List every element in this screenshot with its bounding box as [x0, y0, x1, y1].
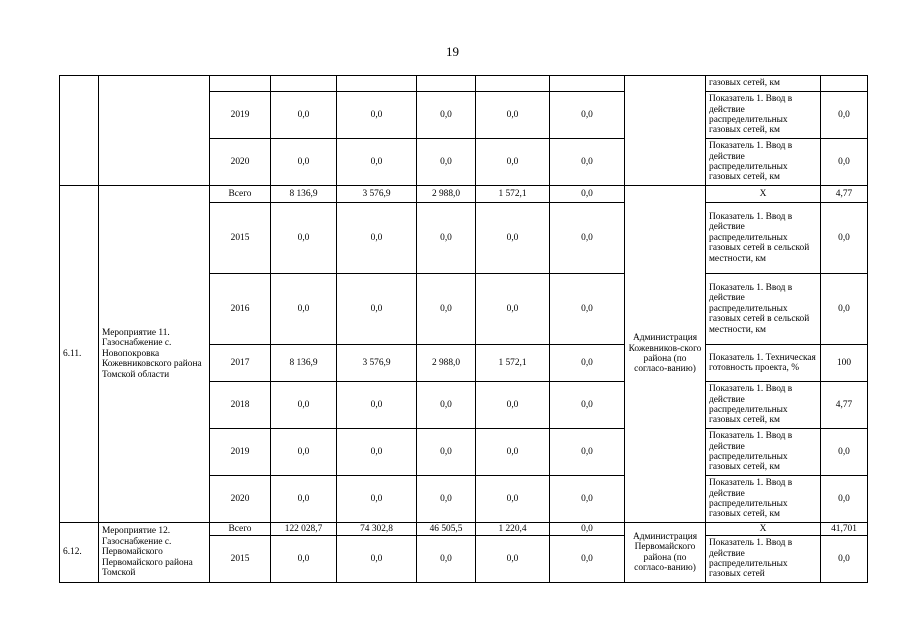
- value-cell: 0,0: [821, 92, 868, 139]
- table-row: [60, 186, 868, 203]
- amount-cell: 0,0: [337, 536, 417, 583]
- value-cell: 0,0: [821, 429, 868, 476]
- amount-cell: [476, 76, 550, 92]
- amount-cell: 1 572,1: [476, 345, 550, 382]
- amount-cell: 0,0: [550, 92, 625, 139]
- amount-cell: 1 220,4: [476, 523, 550, 536]
- amount-cell: [550, 76, 625, 92]
- value-cell: 100: [821, 345, 868, 382]
- activity-name: Мероприятие 11. Газоснабжение с. Новопокровка Кожевниковского района Томской области: [99, 186, 210, 523]
- total-cell: 0,0: [271, 476, 337, 523]
- administrator-cell: Администрация Кожевников-ского района (по согласо-ванию): [625, 186, 706, 523]
- indicator-cell: Показатель 1. Ввод в действие распределительных газовых сетей в сельской местности, км: [706, 274, 821, 345]
- amount-cell: 0,0: [476, 92, 550, 139]
- amount-cell: 0,0: [417, 203, 476, 274]
- value-cell: 0,0: [821, 536, 868, 583]
- indicator-cell: X: [706, 523, 821, 536]
- amount-cell: 0,0: [417, 382, 476, 429]
- amount-cell: 0,0: [337, 92, 417, 139]
- amount-cell: 0,0: [476, 203, 550, 274]
- total-cell: [271, 76, 337, 92]
- amount-cell: 0,0: [417, 429, 476, 476]
- amount-cell: [417, 76, 476, 92]
- table-row: [60, 76, 868, 92]
- amount-cell: [337, 76, 417, 92]
- total-cell: 0,0: [271, 139, 337, 186]
- value-cell: 0,0: [821, 139, 868, 186]
- indicator-cell: Показатель 1. Ввод в действие распределительных газовых сетей, км: [706, 476, 821, 523]
- amount-cell: 0,0: [550, 203, 625, 274]
- year-cell: 2020: [210, 476, 271, 523]
- year-cell: 2015: [210, 203, 271, 274]
- amount-cell: 0,0: [476, 429, 550, 476]
- activity-code: 6.12.: [60, 523, 99, 583]
- year-cell: 2019: [210, 429, 271, 476]
- year-cell: 2019: [210, 92, 271, 139]
- amount-cell: 1 572,1: [476, 186, 550, 203]
- amount-cell: 0,0: [550, 536, 625, 583]
- amount-cell: 0,0: [417, 274, 476, 345]
- amount-cell: 0,0: [337, 429, 417, 476]
- amount-cell: 0,0: [417, 92, 476, 139]
- value-cell: [821, 76, 868, 92]
- amount-cell: 0,0: [476, 274, 550, 345]
- indicator-cell: Показатель 1. Техническая готовность проекта, %: [706, 345, 821, 382]
- amount-cell: 0,0: [337, 203, 417, 274]
- value-cell: 4,77: [821, 186, 868, 203]
- amount-cell: 0,0: [550, 186, 625, 203]
- amount-cell: 0,0: [550, 139, 625, 186]
- amount-cell: 0,0: [417, 476, 476, 523]
- year-cell: 2018: [210, 382, 271, 429]
- year-cell: Всего: [210, 186, 271, 203]
- amount-cell: 0,0: [337, 476, 417, 523]
- activity-name: Мероприятие 12. Газоснабжение с. Первомайского Первомайского района Томской: [99, 523, 210, 583]
- amount-cell: 2 988,0: [417, 345, 476, 382]
- amount-cell: 2 988,0: [417, 186, 476, 203]
- year-cell: 2016: [210, 274, 271, 345]
- indicator-cell: газовых сетей, км: [706, 76, 821, 92]
- year-cell: 2015: [210, 536, 271, 583]
- amount-cell: 0,0: [550, 274, 625, 345]
- value-cell: 0,0: [821, 274, 868, 345]
- amount-cell: 0,0: [476, 382, 550, 429]
- indicator-cell: Показатель 1. Ввод в действие распределительных газовых сетей, км: [706, 92, 821, 139]
- total-cell: 8 136,9: [271, 186, 337, 203]
- total-cell: 0,0: [271, 274, 337, 345]
- amount-cell: 0,0: [476, 139, 550, 186]
- indicator-cell: Показатель 1. Ввод в действие распределительных газовых сетей, км: [706, 429, 821, 476]
- program-table: [59, 75, 868, 583]
- amount-cell: 0,0: [550, 345, 625, 382]
- administrator-cell: Администрация Первомайского района (по согласо-ванию): [625, 523, 706, 583]
- amount-cell: 0,0: [550, 523, 625, 536]
- activity-code: 6.11.: [60, 186, 99, 523]
- year-cell: [210, 76, 271, 92]
- value-cell: 0,0: [821, 476, 868, 523]
- value-cell: 41,701: [821, 523, 868, 536]
- value-cell: 4,77: [821, 382, 868, 429]
- amount-cell: 74 302,8: [337, 523, 417, 536]
- indicator-cell: Показатель 1. Ввод в действие распределительных газовых сетей в сельской местности, км: [706, 203, 821, 274]
- total-cell: 0,0: [271, 536, 337, 583]
- total-cell: 122 028,7: [271, 523, 337, 536]
- table-row: [60, 523, 868, 536]
- total-cell: 0,0: [271, 203, 337, 274]
- amount-cell: 0,0: [550, 382, 625, 429]
- amount-cell: 0,0: [337, 274, 417, 345]
- indicator-cell: Показатель 1. Ввод в действие распределительных газовых сетей: [706, 536, 821, 583]
- year-cell: 2017: [210, 345, 271, 382]
- total-cell: 0,0: [271, 92, 337, 139]
- indicator-cell: X: [706, 186, 821, 203]
- name-cell: [99, 76, 210, 186]
- code-cell: [60, 76, 99, 186]
- total-cell: 0,0: [271, 429, 337, 476]
- amount-cell: 0,0: [550, 429, 625, 476]
- value-cell: 0,0: [821, 203, 868, 274]
- amount-cell: 46 505,5: [417, 523, 476, 536]
- amount-cell: 0,0: [337, 382, 417, 429]
- amount-cell: 0,0: [417, 139, 476, 186]
- total-cell: 0,0: [271, 382, 337, 429]
- indicator-cell: Показатель 1. Ввод в действие распределительных газовых сетей, км: [706, 382, 821, 429]
- year-cell: 2020: [210, 139, 271, 186]
- amount-cell: 0,0: [550, 476, 625, 523]
- amount-cell: 0,0: [337, 139, 417, 186]
- admin-cell: [625, 76, 706, 186]
- amount-cell: 3 576,9: [337, 345, 417, 382]
- year-cell: Всего: [210, 523, 271, 536]
- total-cell: 8 136,9: [271, 345, 337, 382]
- amount-cell: 0,0: [476, 476, 550, 523]
- amount-cell: 0,0: [417, 536, 476, 583]
- amount-cell: 0,0: [476, 536, 550, 583]
- amount-cell: 3 576,9: [337, 186, 417, 203]
- page-number: 19: [446, 44, 459, 59]
- indicator-cell: Показатель 1. Ввод в действие распределительных газовых сетей, км: [706, 139, 821, 186]
